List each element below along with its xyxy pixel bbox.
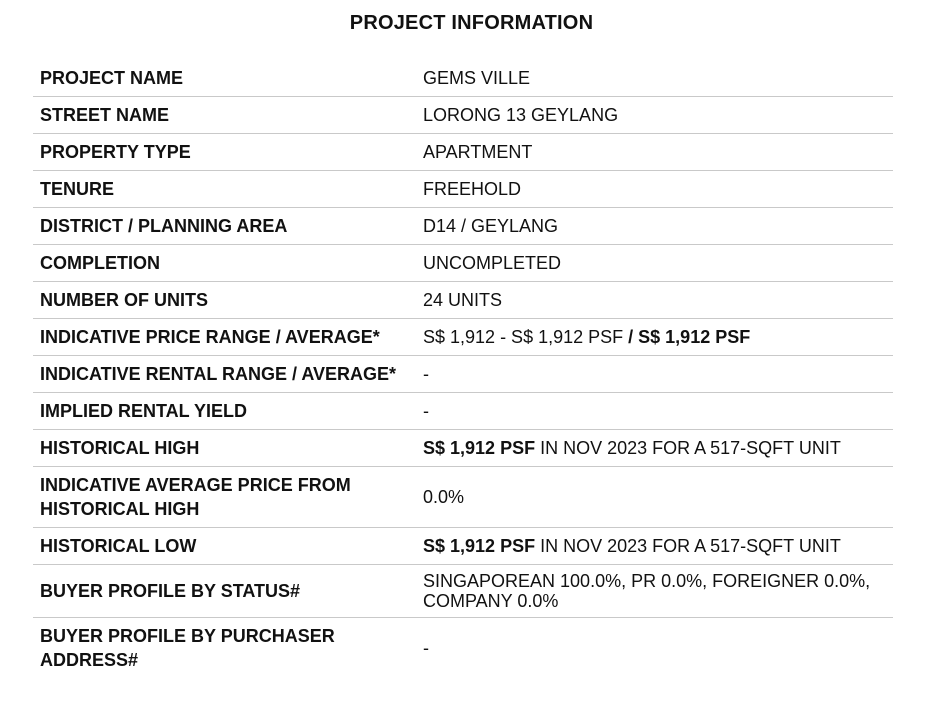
table-row xyxy=(33,356,893,393)
row-label: IMPLIED RENTAL YIELD xyxy=(33,393,416,430)
row-label: TENURE xyxy=(33,171,416,208)
table-row xyxy=(33,528,893,565)
row-label: STREET NAME xyxy=(33,97,416,134)
row-value: LORONG 13 GEYLANG xyxy=(416,97,893,134)
row-value: APARTMENT xyxy=(416,134,893,171)
row-label: COMPLETION xyxy=(33,245,416,282)
row-value: FREEHOLD xyxy=(416,171,893,208)
row-value: 24 UNITS xyxy=(416,282,893,319)
historical-low-price: S$ 1,912 PSF xyxy=(423,536,536,556)
row-value: SINGAPOREAN 100.0%, PR 0.0%, FOREIGNER 0.0%, COMPANY 0.0% xyxy=(416,565,893,618)
row-label: BUYER PROFILE BY PURCHASER ADDRESS# xyxy=(40,626,335,670)
row-label: DISTRICT / PLANNING AREA xyxy=(33,208,416,245)
row-label: PROJECT NAME xyxy=(33,60,416,97)
row-value: GEMS VILLE xyxy=(416,60,893,97)
row-value: - xyxy=(416,356,893,393)
row-label: INDICATIVE RENTAL RANGE / AVERAGE* xyxy=(33,356,416,393)
historical-high-price: S$ 1,912 PSF xyxy=(423,438,536,458)
row-value: - xyxy=(416,393,893,430)
table-row xyxy=(33,618,893,679)
row-value: UNCOMPLETED xyxy=(416,245,893,282)
row-label: HISTORICAL LOW xyxy=(33,528,416,565)
table-row xyxy=(33,393,893,430)
price-average-value: S$ 1,912 PSF xyxy=(638,327,751,347)
table-row xyxy=(33,134,893,171)
historical-high-detail: IN NOV 2023 FOR A 517-SQFT UNIT xyxy=(535,438,841,458)
row-label: BUYER PROFILE BY STATUS# xyxy=(33,565,416,618)
row-label: INDICATIVE PRICE RANGE / AVERAGE* xyxy=(33,319,416,356)
table-row xyxy=(33,565,893,618)
row-value: 0.0% xyxy=(416,467,893,528)
historical-low-detail: IN NOV 2023 FOR A 517-SQFT UNIT xyxy=(535,536,841,556)
table-row xyxy=(33,319,893,356)
table-row xyxy=(33,171,893,208)
row-label: HISTORICAL HIGH xyxy=(33,430,416,467)
page-title: PROJECT INFORMATION xyxy=(349,12,594,34)
row-value: - xyxy=(423,638,429,658)
project-info-table xyxy=(33,60,893,678)
table-row xyxy=(33,467,893,528)
table-row xyxy=(33,430,893,467)
table-row xyxy=(33,208,893,245)
row-value xyxy=(416,430,893,467)
row-value: D14 / GEYLANG xyxy=(416,208,893,245)
table-row xyxy=(33,60,893,97)
row-label: PROPERTY TYPE xyxy=(33,134,416,171)
table-row xyxy=(33,282,893,319)
price-separator: / xyxy=(623,327,639,347)
row-value xyxy=(416,528,893,565)
row-label: INDICATIVE AVERAGE PRICE FROM HISTORICAL HIGH xyxy=(33,467,416,528)
row-value xyxy=(416,319,893,356)
table-row xyxy=(33,97,893,134)
table-row xyxy=(33,245,893,282)
row-label: NUMBER OF UNITS xyxy=(33,282,416,319)
price-range-value: S$ 1,912 - S$ 1,912 PSF xyxy=(423,327,624,347)
